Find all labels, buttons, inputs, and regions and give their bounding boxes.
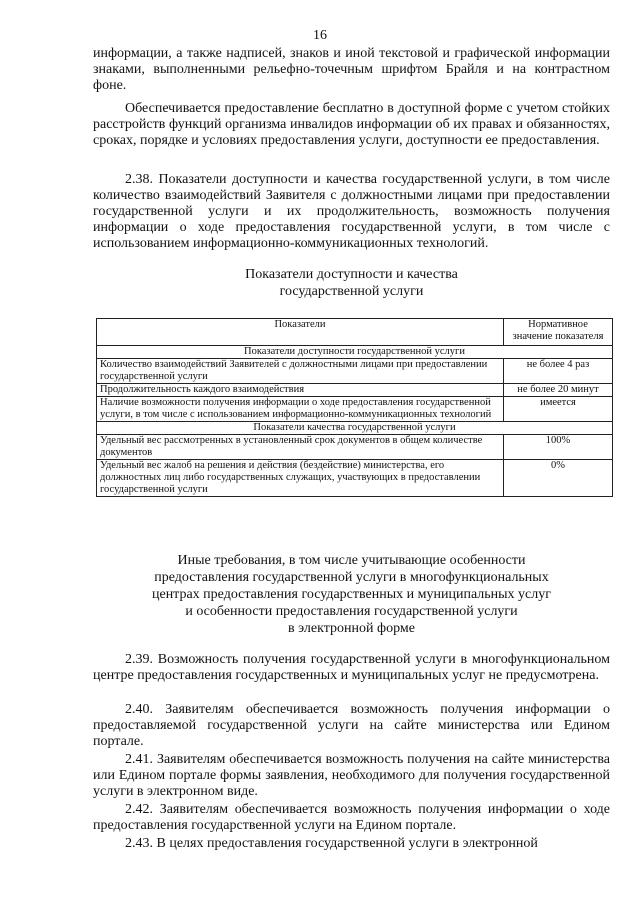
item-2-40: 2.40. Заявителям обеспечивается возможность получения информации о предоставляемой государственной услуги на сайте министерства или Едином портале.	[93, 702, 610, 749]
indicator-cell: Удельный вес рассмотренных в установленный срок документов в общем количестве документов	[97, 435, 504, 460]
section-heading-line: Иные требования, в том числе учитывающие особенности	[177, 553, 526, 568]
section-heading	[93, 552, 610, 637]
item-2-43: 2.43. В целях предоставления государственной услуги в электронной	[125, 836, 538, 851]
section-row	[97, 346, 613, 359]
header-indicators: Показатели	[97, 319, 504, 346]
table-row	[97, 460, 613, 497]
table-row	[97, 384, 613, 397]
table-row	[97, 435, 613, 460]
section-quality-title: Показатели качества государственной услуги	[97, 422, 613, 435]
section-heading-line: предоставления государственной услуги в многофункциональных	[154, 570, 549, 585]
indicators-table	[96, 318, 613, 497]
table-title-line: Показатели доступности и качества	[245, 267, 458, 282]
paragraph-free-info: Обеспечивается предоставление бесплатно в доступной форме с учетом стойких расстройств функций организма инвалидов информации об их правах и обязанностях, сроках, порядке и условиях предоставления услуги, доступности ее предоставления.	[93, 101, 610, 148]
value-cell: 100%	[504, 435, 613, 460]
paragraph-2-38: 2.38. Показатели доступности и качества государственной услуги, в том числе количество взаимодействий Заявителя с должностными лицами при предоставлении государственной услуги и их продолжительность, возможность получения информации о ходе предоставления государственной услуги, в том числе с использованием информационно-коммуникационных технологий.	[93, 172, 610, 251]
page-number: 16	[313, 28, 327, 43]
item-2-39: 2.39. Возможность получения государственной услуги в многофункциональном центре предоставления государственных и муниципальных услуг не предусмотрена.	[93, 652, 610, 683]
item-2-42: 2.42. Заявителям обеспечивается возможность получения информации о ходе предоставления государственной услуги на Едином портале.	[93, 802, 610, 833]
paragraph-braille: информации, а также надписей, знаков и иной текстовой и графической информации знаками, выполненными рельефно-точечным шрифтом Брайля и на контрастном фоне.	[93, 46, 610, 93]
indicator-cell: Продолжительность каждого взаимодействия	[97, 384, 504, 397]
value-cell: имеется	[504, 397, 613, 422]
table-row	[97, 359, 613, 384]
section-availability-title: Показатели доступности государственной услуги	[97, 346, 613, 359]
value-cell: не более 4 раз	[504, 359, 613, 384]
section-heading-line: центрах предоставления государственных и муниципальных услуг	[151, 587, 551, 602]
table-row	[97, 397, 613, 422]
indicator-cell: Удельный вес жалоб на решения и действия (бездействие) министерства, его должностных лиц либо государственных служащих, участвующих в предоставлении государственной услуги	[97, 460, 504, 497]
table-title-line: государственной услуги	[279, 284, 424, 299]
section-row	[97, 422, 613, 435]
section-heading-line: в электронной форме	[288, 621, 415, 636]
item-2-41: 2.41. Заявителям обеспечивается возможность получения на сайте министерства или Едином портале формы заявления, необходимого для получения государственной услуги в электронном виде.	[93, 752, 610, 799]
section-heading-line: и особенности предоставления государственной услуги	[185, 604, 518, 619]
header-normative-value: Нормативное значение показателя	[504, 319, 613, 346]
indicator-cell: Количество взаимодействий Заявителей с должностными лицами при предоставлении государственной услуги	[97, 359, 504, 384]
table-header-row	[97, 319, 613, 346]
value-cell: 0%	[504, 460, 613, 497]
table-title	[93, 266, 610, 300]
indicator-cell: Наличие возможности получения информации о ходе предоставления государственной услуги, в том числе с использованием информационно-коммуникационных технологий	[97, 397, 504, 422]
value-cell: не более 20 минут	[504, 384, 613, 397]
